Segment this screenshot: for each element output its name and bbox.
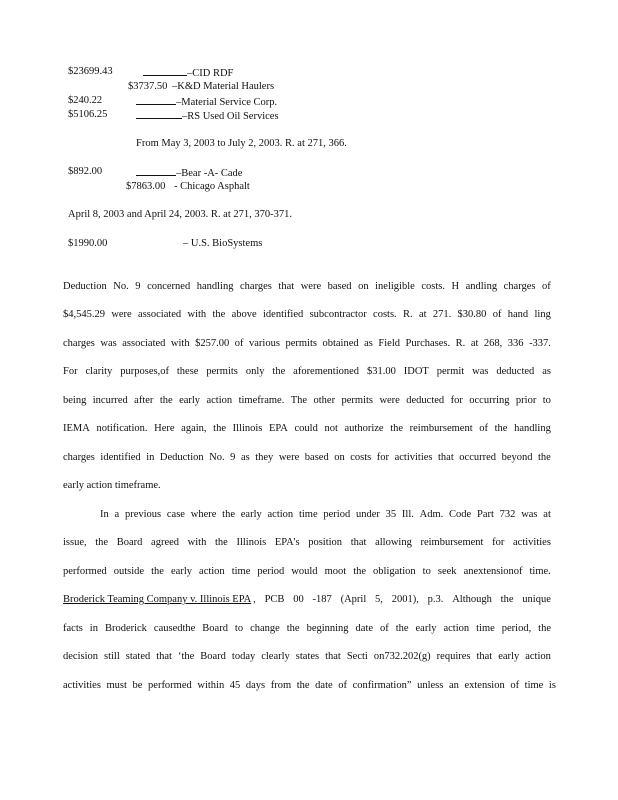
word: In xyxy=(100,509,109,520)
blank-line xyxy=(136,109,182,119)
word: For xyxy=(63,366,78,377)
word: was xyxy=(472,366,489,377)
blank-line xyxy=(143,66,187,76)
ledger-amount: $5106.25 xyxy=(68,109,108,120)
word: Field xyxy=(378,338,400,349)
word: associated xyxy=(138,309,182,320)
word: p.3. xyxy=(427,594,444,605)
word: No. xyxy=(209,452,225,463)
word: costs xyxy=(350,452,372,463)
word: 271. xyxy=(432,309,452,320)
word: purposes,of xyxy=(120,366,169,377)
word: action xyxy=(525,651,551,662)
word: other xyxy=(313,395,336,406)
word: costs. xyxy=(373,309,397,320)
text-line xyxy=(63,309,551,321)
word: allowing xyxy=(375,537,412,548)
word: permits xyxy=(285,338,317,349)
word: stated xyxy=(125,651,151,662)
word: confirmation” xyxy=(352,680,412,691)
word: Illinois xyxy=(232,423,263,434)
word: early xyxy=(240,509,262,520)
word: the xyxy=(272,366,286,377)
word: with xyxy=(187,309,207,320)
word: only xyxy=(245,366,265,377)
word: agreed xyxy=(151,537,180,548)
word: be xyxy=(132,680,143,691)
word: 35 xyxy=(385,509,397,520)
word: $257.00 xyxy=(195,338,230,349)
word: R. xyxy=(455,338,466,349)
word: that xyxy=(325,651,341,662)
word: were xyxy=(278,452,300,463)
word: period xyxy=(323,509,351,520)
word: action xyxy=(199,566,225,577)
word: various xyxy=(249,338,280,349)
word: the xyxy=(500,594,514,605)
date-range: From May 3, 2003 to July 2, 2003. R. at 271, 366. xyxy=(136,138,347,149)
word: clarity xyxy=(85,366,113,377)
word: Part xyxy=(476,509,494,520)
word: the xyxy=(538,452,551,463)
word: 45 xyxy=(229,680,241,691)
word: the xyxy=(214,537,228,548)
word: based xyxy=(327,281,352,292)
word: facts xyxy=(63,623,83,634)
text-line xyxy=(63,423,551,435)
text-line xyxy=(63,452,551,464)
word: was xyxy=(521,509,538,520)
word: moot xyxy=(324,566,347,577)
word: position xyxy=(308,537,343,548)
word: a xyxy=(114,509,120,520)
word: action xyxy=(443,623,470,634)
word: 5, xyxy=(375,594,383,605)
word: Code xyxy=(449,509,472,520)
word: associated xyxy=(122,338,166,349)
word: activities xyxy=(513,537,551,548)
word: Deduction xyxy=(159,452,204,463)
ledger-vendor: –CID RDF xyxy=(187,68,234,79)
word: the xyxy=(222,509,235,520)
word: -187 xyxy=(312,594,332,605)
word: andling xyxy=(465,281,498,292)
word: on732.202(g) xyxy=(373,651,431,662)
word: PCB xyxy=(264,594,285,605)
word: of xyxy=(234,338,244,349)
word: at xyxy=(470,338,479,349)
text-line xyxy=(63,395,551,407)
word: the xyxy=(286,623,300,634)
word: not xyxy=(324,423,338,434)
word: Ill. xyxy=(401,509,414,520)
text-line xyxy=(63,651,551,663)
word: performed xyxy=(148,680,192,691)
word: as xyxy=(364,338,373,349)
word: $31.00 xyxy=(366,366,396,377)
text-line xyxy=(63,594,551,606)
word: the xyxy=(494,423,508,434)
word: to xyxy=(542,395,551,406)
text-line xyxy=(100,509,551,521)
word: concerned xyxy=(147,281,191,292)
word: time xyxy=(298,509,318,520)
word: beyond xyxy=(501,452,533,463)
word: obligation xyxy=(373,566,416,577)
ledger-amount: $23699.43 xyxy=(68,66,113,77)
word: that xyxy=(438,452,454,463)
word: of xyxy=(542,281,551,292)
word: the xyxy=(159,395,173,406)
word: Broderick xyxy=(104,623,147,634)
ledger-entry xyxy=(136,95,277,109)
text-line xyxy=(63,537,551,549)
word: identified xyxy=(263,309,304,320)
date-range: April 8, 2003 and April 24, 2003. R. at 271, 370-371. xyxy=(68,209,292,220)
word: Board xyxy=(202,623,228,634)
ledger-amount: $892.00 xyxy=(68,166,103,177)
word: would xyxy=(291,566,318,577)
word: performed xyxy=(63,566,107,577)
ledger-entry xyxy=(143,66,233,80)
word: from xyxy=(270,680,292,691)
ledger-amount: $7863.00 xyxy=(126,181,166,192)
word: time. xyxy=(529,566,551,577)
word: early xyxy=(415,623,437,634)
word: were xyxy=(300,281,322,292)
word: (April xyxy=(340,594,367,605)
word: occurred xyxy=(459,452,497,463)
ledger-entry xyxy=(136,166,242,180)
word: that xyxy=(476,651,493,662)
case-citation: Broderick Teaming Company v. Illinois EPA xyxy=(63,594,252,605)
word: costs. xyxy=(421,281,445,292)
word: anextensionof xyxy=(463,566,523,577)
word: period xyxy=(257,566,285,577)
word: early xyxy=(498,651,520,662)
word: obtained xyxy=(322,338,359,349)
word: ling xyxy=(534,309,551,320)
text-line xyxy=(63,366,551,378)
word: decision xyxy=(63,651,98,662)
word: action xyxy=(267,509,294,520)
word: again, xyxy=(181,423,207,434)
word: to xyxy=(234,623,244,634)
word: early xyxy=(179,395,201,406)
word: identified xyxy=(100,452,141,463)
word: as xyxy=(542,366,551,377)
ledger-amount: $240.22 xyxy=(68,95,103,106)
word: with xyxy=(170,338,190,349)
word: seek xyxy=(437,566,457,577)
word: as xyxy=(240,452,250,463)
word: clearly xyxy=(261,651,290,662)
ledger-vendor: –Material Service Corp. xyxy=(176,97,278,108)
word: on xyxy=(358,281,369,292)
word: Here xyxy=(154,423,175,434)
word: were xyxy=(111,309,132,320)
word: charges xyxy=(63,338,95,349)
word: reimbursement xyxy=(420,537,484,548)
word: extension xyxy=(464,680,505,691)
word: activities xyxy=(394,452,433,463)
word: for xyxy=(376,452,390,463)
word: deducted xyxy=(496,366,535,377)
word: that xyxy=(350,537,367,548)
word: occurring xyxy=(469,395,510,406)
word: the xyxy=(538,623,551,634)
word: that xyxy=(278,281,295,292)
word: R. xyxy=(402,309,413,320)
ledger-vendor: – U.S. BioSystems xyxy=(183,238,263,249)
blank-line xyxy=(136,166,176,176)
word: Deduction xyxy=(63,281,107,292)
word: of xyxy=(492,309,502,320)
word: , xyxy=(253,594,256,605)
word: deducted xyxy=(406,395,445,406)
word: 336 xyxy=(507,338,524,349)
word: where xyxy=(190,509,217,520)
word: date xyxy=(355,623,374,634)
word: issue, xyxy=(63,537,87,548)
word: within xyxy=(197,680,225,691)
word: Secti xyxy=(346,651,368,662)
word: the xyxy=(151,566,164,577)
word: for xyxy=(492,537,505,548)
word: were xyxy=(379,395,400,406)
word: 2001), xyxy=(391,594,419,605)
word: of xyxy=(479,423,488,434)
ledger-vendor: –K&D Material Haulers xyxy=(172,81,275,92)
word: Although xyxy=(452,594,492,605)
ledger-vendor: - Chicago Asphalt xyxy=(174,181,250,192)
word: today xyxy=(231,651,256,662)
text-line xyxy=(63,680,556,692)
word: the xyxy=(296,680,310,691)
word: charges xyxy=(240,281,272,292)
word: activities xyxy=(63,680,101,691)
word: handling xyxy=(514,423,551,434)
word: in xyxy=(146,452,155,463)
word: handling xyxy=(196,281,234,292)
word: The xyxy=(290,395,308,406)
word: Purchases. xyxy=(405,338,451,349)
word: the xyxy=(353,566,367,577)
word: for xyxy=(450,395,463,406)
word: hand xyxy=(507,309,529,320)
word: on xyxy=(334,452,345,463)
word: prior xyxy=(515,395,537,406)
word: previous xyxy=(124,509,162,520)
word: action xyxy=(206,395,233,406)
word: 9 xyxy=(230,452,236,463)
word: time xyxy=(476,623,495,634)
ledger-vendor: –Bear -A- Cade xyxy=(176,168,243,179)
word: -337. xyxy=(529,338,551,349)
word: reimbursement xyxy=(409,423,473,434)
word: 9 xyxy=(135,281,141,292)
word: causedthe xyxy=(153,623,196,634)
citation-text xyxy=(253,594,551,606)
word: No. xyxy=(113,281,129,292)
word: the xyxy=(95,537,109,548)
word: of xyxy=(380,623,389,634)
word: period, xyxy=(501,623,532,634)
word: with xyxy=(187,537,207,548)
word: under xyxy=(355,509,380,520)
word: IEMA xyxy=(63,423,90,434)
word: 00 xyxy=(293,594,304,605)
word: Adm. xyxy=(419,509,444,520)
word: days xyxy=(245,680,266,691)
word: permits xyxy=(206,366,238,377)
word: states xyxy=(295,651,320,662)
word: the xyxy=(390,423,404,434)
word: was xyxy=(100,338,117,349)
word: time xyxy=(524,680,544,691)
text-line xyxy=(63,338,551,350)
word: EPA xyxy=(269,423,288,434)
word: the xyxy=(213,423,226,434)
word: is xyxy=(548,680,556,691)
word: charges xyxy=(503,281,536,292)
word: at xyxy=(418,309,427,320)
word: date xyxy=(315,680,333,691)
word: timeframe. xyxy=(238,395,285,406)
word: based xyxy=(304,452,329,463)
word: must xyxy=(106,680,127,691)
text-line xyxy=(63,281,551,293)
word: EPA’s xyxy=(274,537,300,548)
word: Illinois xyxy=(236,537,267,548)
word: unique xyxy=(522,594,551,605)
word: requires xyxy=(436,651,471,662)
word: subcontractor xyxy=(309,309,367,320)
word: 268, xyxy=(483,338,503,349)
word: outside xyxy=(113,566,145,577)
word: permits xyxy=(341,395,374,406)
word: beginning xyxy=(306,623,349,634)
word: at xyxy=(543,509,551,520)
word: in xyxy=(89,623,98,634)
ledger-amount: $1990.00 xyxy=(68,238,108,249)
word: H xyxy=(451,281,460,292)
text-line xyxy=(63,623,551,635)
ledger-vendor: –RS Used Oil Services xyxy=(182,111,279,122)
word: permit xyxy=(436,366,465,377)
word: incurred xyxy=(92,395,128,406)
word: being xyxy=(63,395,87,406)
word: these xyxy=(176,366,199,377)
word: above xyxy=(231,309,257,320)
ledger-amount: $3737.50 xyxy=(128,81,168,92)
blank-line xyxy=(136,95,176,105)
word: that xyxy=(156,651,172,662)
word: of xyxy=(510,680,520,691)
word: Board xyxy=(116,537,143,548)
word: the xyxy=(212,309,226,320)
word: authorize xyxy=(344,423,384,434)
word: notification. xyxy=(96,423,148,434)
word: could xyxy=(294,423,318,434)
word: an xyxy=(448,680,459,691)
word: they xyxy=(255,452,274,463)
word: still xyxy=(103,651,120,662)
word: 732 xyxy=(499,509,516,520)
word: aforementioned xyxy=(293,366,360,377)
word: $30.80 xyxy=(457,309,487,320)
word: ‘the xyxy=(177,651,195,662)
word: IDOT xyxy=(403,366,429,377)
word: the xyxy=(395,623,409,634)
word: ineligible xyxy=(375,281,415,292)
word: unless xyxy=(417,680,444,691)
word: case xyxy=(166,509,185,520)
ledger-entry xyxy=(136,109,279,123)
word: Board xyxy=(200,651,226,662)
text-line: early action timeframe. xyxy=(63,480,161,491)
word: time xyxy=(231,566,251,577)
word: early xyxy=(171,566,192,577)
word: to xyxy=(422,566,431,577)
word: $4,545.29 xyxy=(63,309,105,320)
word: after xyxy=(134,395,154,406)
text-line xyxy=(63,566,551,578)
word: change xyxy=(250,623,280,634)
word: of xyxy=(338,680,348,691)
word: charges xyxy=(63,452,95,463)
